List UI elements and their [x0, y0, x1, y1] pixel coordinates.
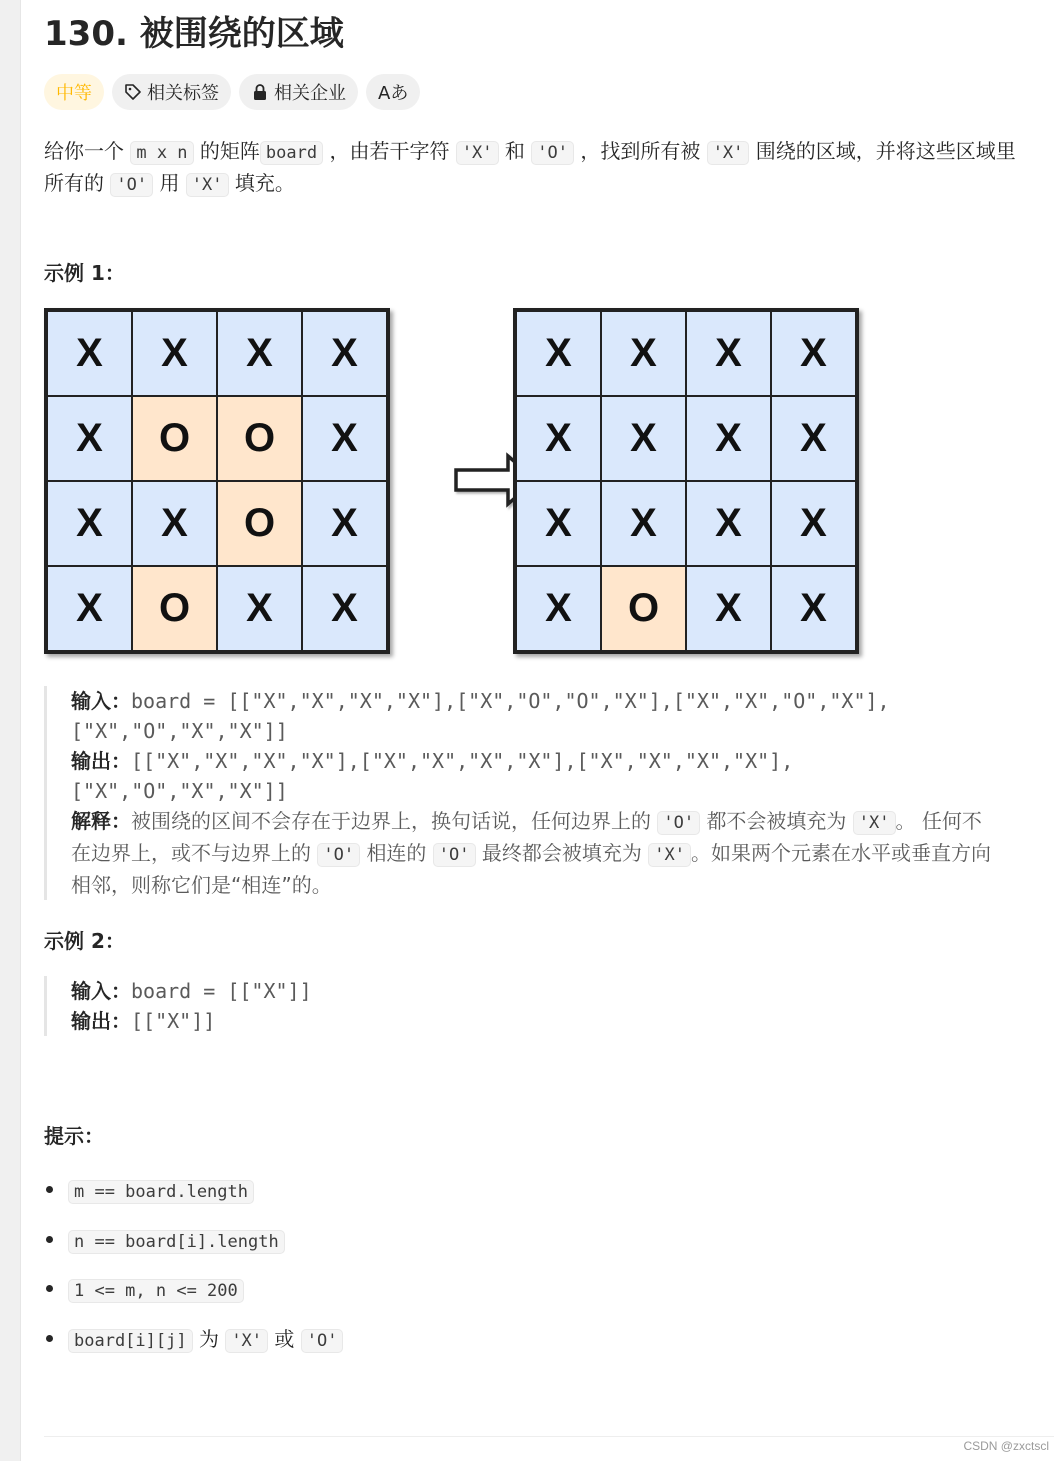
grid-cell: X	[601, 481, 686, 566]
grid-cell: X	[686, 311, 771, 396]
grid-cell: O	[601, 566, 686, 651]
grid-cell: O	[132, 396, 217, 481]
example-2-output-line: 输出：[["X"]]	[71, 1009, 216, 1033]
example-2-input-line: 输入：board = [["X"]]	[71, 979, 312, 1003]
grid-cell: X	[686, 566, 771, 651]
description-line-1: 给你一个 m x n 的矩阵 board ，由若干字符 'X' 和 'O' ，找到所有被 'X' 围绕的区域，并将这些区域里	[44, 139, 1016, 163]
lock-icon	[251, 83, 269, 101]
grid-cell: X	[47, 396, 132, 481]
example-1-input-line: 输入：board = [["X","X","X","X"],["X","O","O","X"],["X","X","O","X"],	[71, 689, 890, 713]
grid-cell: O	[217, 481, 302, 566]
grid-cell: X	[47, 481, 132, 566]
description-line-2: 所有的 'O' 用 'X' 填充。	[44, 171, 295, 195]
example-1-input-grid	[44, 308, 390, 654]
related-companies-button[interactable]	[239, 74, 358, 110]
example-1-block: 输入：board = [["X","X","X","X"],["X","O","O","X"],["X","X","O","X"], ["X","O","X","X"]] 输出：[["X","X","X","X"],["X","X","X","X"],["X","X","X","X"], ["X","O","X","X"]] 解释：被围绕的区间不会存在于边界上，换句话说，任何边界上的 'O' 都不会被填充为 'X' 。 任何不 在边界上，或不与边界上的 'O' 相连的 'O' 最终都会被填充为 'X' 。如果两个元素在水平或垂直方向 相邻，则称它们是“相连”的。	[44, 686, 1059, 900]
related-companies-label: 相关企业	[274, 83, 346, 104]
difficulty-badge[interactable]: 中等	[44, 74, 104, 110]
grid-cell: X	[217, 311, 302, 396]
grid-cell: X	[601, 396, 686, 481]
divider	[44, 1436, 1054, 1437]
grid-cell: X	[686, 396, 771, 481]
related-tags-button[interactable]	[112, 74, 231, 110]
grid-cell: X	[601, 311, 686, 396]
grid-cell: X	[771, 566, 856, 651]
translate-button[interactable]: Aあ	[366, 74, 420, 110]
grid-cell: X	[217, 566, 302, 651]
grid-cell: X	[132, 481, 217, 566]
left-gutter	[0, 0, 21, 1461]
example-1-output-grid	[513, 308, 859, 654]
grid-cell: X	[516, 311, 601, 396]
grid-cell: X	[686, 481, 771, 566]
grid-cell: X	[516, 396, 601, 481]
list-item: n == board[i].length	[44, 1220, 343, 1270]
grid-cell: X	[302, 311, 387, 396]
grid-cell: X	[516, 481, 601, 566]
grid-cell: X	[771, 396, 856, 481]
list-item: m == board.length	[44, 1170, 343, 1220]
example-1-explanation: 解释：被围绕的区间不会存在于边界上，换句话说，任何边界上的 'O' 都不会被填充为 'X' 。 任何不	[71, 809, 982, 833]
list-item: 1 <= m, n <= 200	[44, 1269, 343, 1319]
example-1-output-line: 输出：[["X","X","X","X"],["X","X","X","X"],["X","X","X","X"],	[71, 749, 794, 773]
constraints-list	[44, 1170, 343, 1368]
grid-cell: X	[302, 481, 387, 566]
grid-cell: X	[771, 311, 856, 396]
page-title: 130. 被围绕的区域	[44, 14, 344, 54]
related-tags-label: 相关标签	[147, 83, 219, 104]
watermark: CSDN @zxctscl	[963, 1439, 1049, 1453]
grid-cell: X	[771, 481, 856, 566]
grid-cell: X	[47, 311, 132, 396]
grid-cell: X	[302, 396, 387, 481]
tag-icon	[124, 83, 142, 101]
example-1-heading: 示例 1：	[44, 261, 125, 285]
grid-cell: X	[302, 566, 387, 651]
grid-cell: X	[516, 566, 601, 651]
grid-cell: X	[132, 311, 217, 396]
grid-cell: O	[132, 566, 217, 651]
hints-heading: 提示：	[44, 1124, 104, 1148]
grid-cell: O	[217, 396, 302, 481]
grid-cell: X	[47, 566, 132, 651]
example-2-block	[44, 976, 312, 1036]
tag-bar	[44, 74, 420, 110]
list-item: board[i][j] 为 'X' 或 'O'	[44, 1319, 343, 1369]
example-2-heading: 示例 2：	[44, 929, 125, 953]
